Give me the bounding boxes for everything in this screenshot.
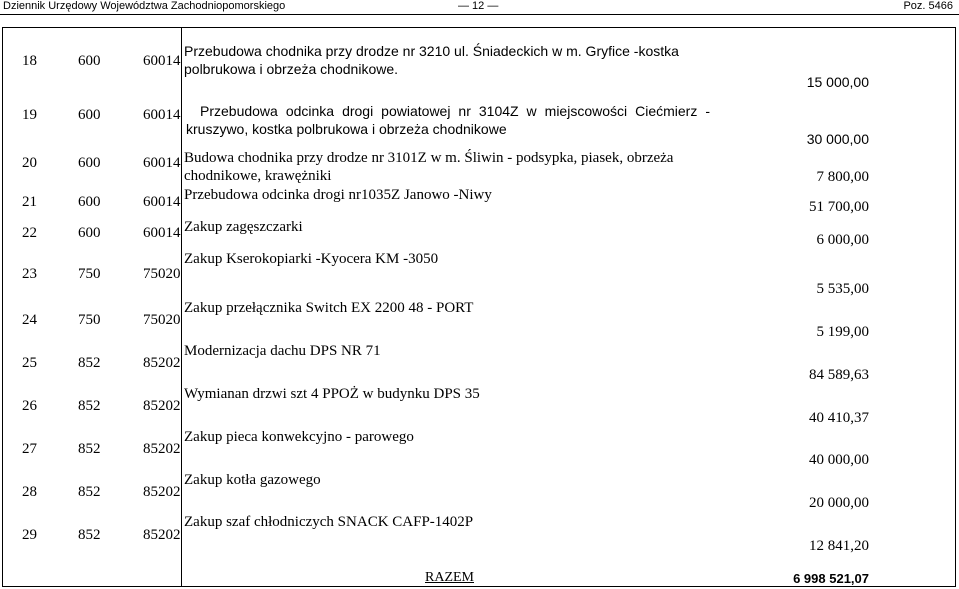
rozdzial-cell: 60014 — [143, 194, 181, 210]
rozdzial-cell: 60014 — [143, 225, 181, 241]
journal-title: Dziennik Urzędowy Województwa Zachodniopomorskiego — [3, 0, 286, 12]
amount-cell: 7 800,00 — [816, 169, 869, 185]
header-rule — [0, 14, 959, 15]
lp-cell: 19 — [22, 107, 37, 123]
description-cell: Przebudowa odcinka drogi powiatowej nr 3104Z w miejscowości Ciećmierz - kruszywo, kostka polbrukowa i obrzeża chodnikowe — [186, 103, 710, 137]
amount-cell: 5 199,00 — [816, 324, 869, 340]
dzial-cell: 852 — [78, 398, 101, 414]
dzial-cell: 600 — [78, 194, 101, 210]
amount-cell: 20 000,00 — [809, 495, 869, 511]
lp-cell: 28 — [22, 484, 37, 500]
description-cell: Zakup Kserokopiarki -Kyocera KM -3050 — [184, 251, 439, 267]
dzial-cell: 600 — [78, 155, 101, 171]
lp-cell: 22 — [22, 225, 37, 241]
description-cell: Zakup kotła gazowego — [184, 472, 321, 488]
dzial-cell: 750 — [78, 266, 101, 282]
dzial-cell: 600 — [78, 53, 101, 69]
description-cell: Zakup pieca konwekcyjno - parowego — [184, 429, 414, 445]
amount-cell: 84 589,63 — [809, 367, 869, 383]
total-label: RAZEM — [425, 570, 474, 585]
column-divider — [181, 27, 182, 587]
dzial-cell: 852 — [78, 527, 101, 543]
rozdzial-cell: 85202 — [143, 355, 181, 371]
amount-cell: 5 535,00 — [816, 281, 869, 297]
rozdzial-cell: 60014 — [143, 107, 181, 123]
amount-cell: 40 000,00 — [809, 452, 869, 468]
amount-cell: 15 000,00 — [806, 74, 869, 90]
rozdzial-cell: 60014 — [143, 155, 181, 171]
dzial-cell: 852 — [78, 355, 101, 371]
description-cell: Przebudowa odcinka drogi nr1035Z Janowo -Niwy — [184, 187, 492, 203]
description-cell: Zakup przełącznika Switch EX 2200 48 - PORT — [184, 300, 474, 316]
rozdzial-cell: 85202 — [143, 527, 181, 543]
amount-cell: 12 841,20 — [809, 538, 869, 554]
lp-cell: 26 — [22, 398, 37, 414]
lp-cell: 23 — [22, 266, 37, 282]
description-cell: Modernizacja dachu DPS NR 71 — [184, 343, 381, 359]
page-number: — 12 — — [458, 0, 499, 12]
amount-cell: 30 000,00 — [806, 131, 869, 147]
amount-cell: 40 410,37 — [809, 410, 869, 426]
rozdzial-cell: 75020 — [143, 312, 181, 328]
lp-cell: 24 — [22, 312, 37, 328]
description-cell: Zakup szaf chłodniczych SNACK CAFP-1402P — [184, 514, 474, 530]
dzial-cell: 600 — [78, 225, 101, 241]
amount-cell: 6 000,00 — [816, 232, 869, 248]
description-cell: Przebudowa chodnika przy drodze nr 3210 ul. Śniadeckich w m. Gryfice -kostka polbrukowa i obrzeża chodnikowe. — [184, 43, 679, 77]
amount-cell: 51 700,00 — [809, 199, 869, 215]
rozdzial-cell: 75020 — [143, 266, 181, 282]
rozdzial-cell: 85202 — [143, 441, 181, 457]
position-number: Poz. 5466 — [903, 0, 953, 12]
rozdzial-cell: 85202 — [143, 398, 181, 414]
page-header — [0, 0, 959, 14]
rozdzial-cell: 60014 — [143, 53, 181, 69]
description-cell: Zakup zagęszczarki — [184, 219, 303, 235]
lp-cell: 21 — [22, 194, 37, 210]
dzial-cell: 852 — [78, 441, 101, 457]
lp-cell: 18 — [22, 53, 37, 69]
description-cell: Budowa chodnika przy drodze nr 3101Z w m. Śliwin - podsypka, piasek, obrzeża chodnikowe, krawężniki — [184, 150, 674, 184]
lp-cell: 29 — [22, 527, 37, 543]
total-amount: 6 998 521,07 — [793, 571, 869, 586]
description-cell: Wymianan drzwi szt 4 PPOŻ w budynku DPS 35 — [184, 386, 480, 402]
dzial-cell: 852 — [78, 484, 101, 500]
lp-cell: 27 — [22, 441, 37, 457]
dzial-cell: 750 — [78, 312, 101, 328]
lp-cell: 25 — [22, 355, 37, 371]
rozdzial-cell: 85202 — [143, 484, 181, 500]
lp-cell: 20 — [22, 155, 37, 171]
dzial-cell: 600 — [78, 107, 101, 123]
